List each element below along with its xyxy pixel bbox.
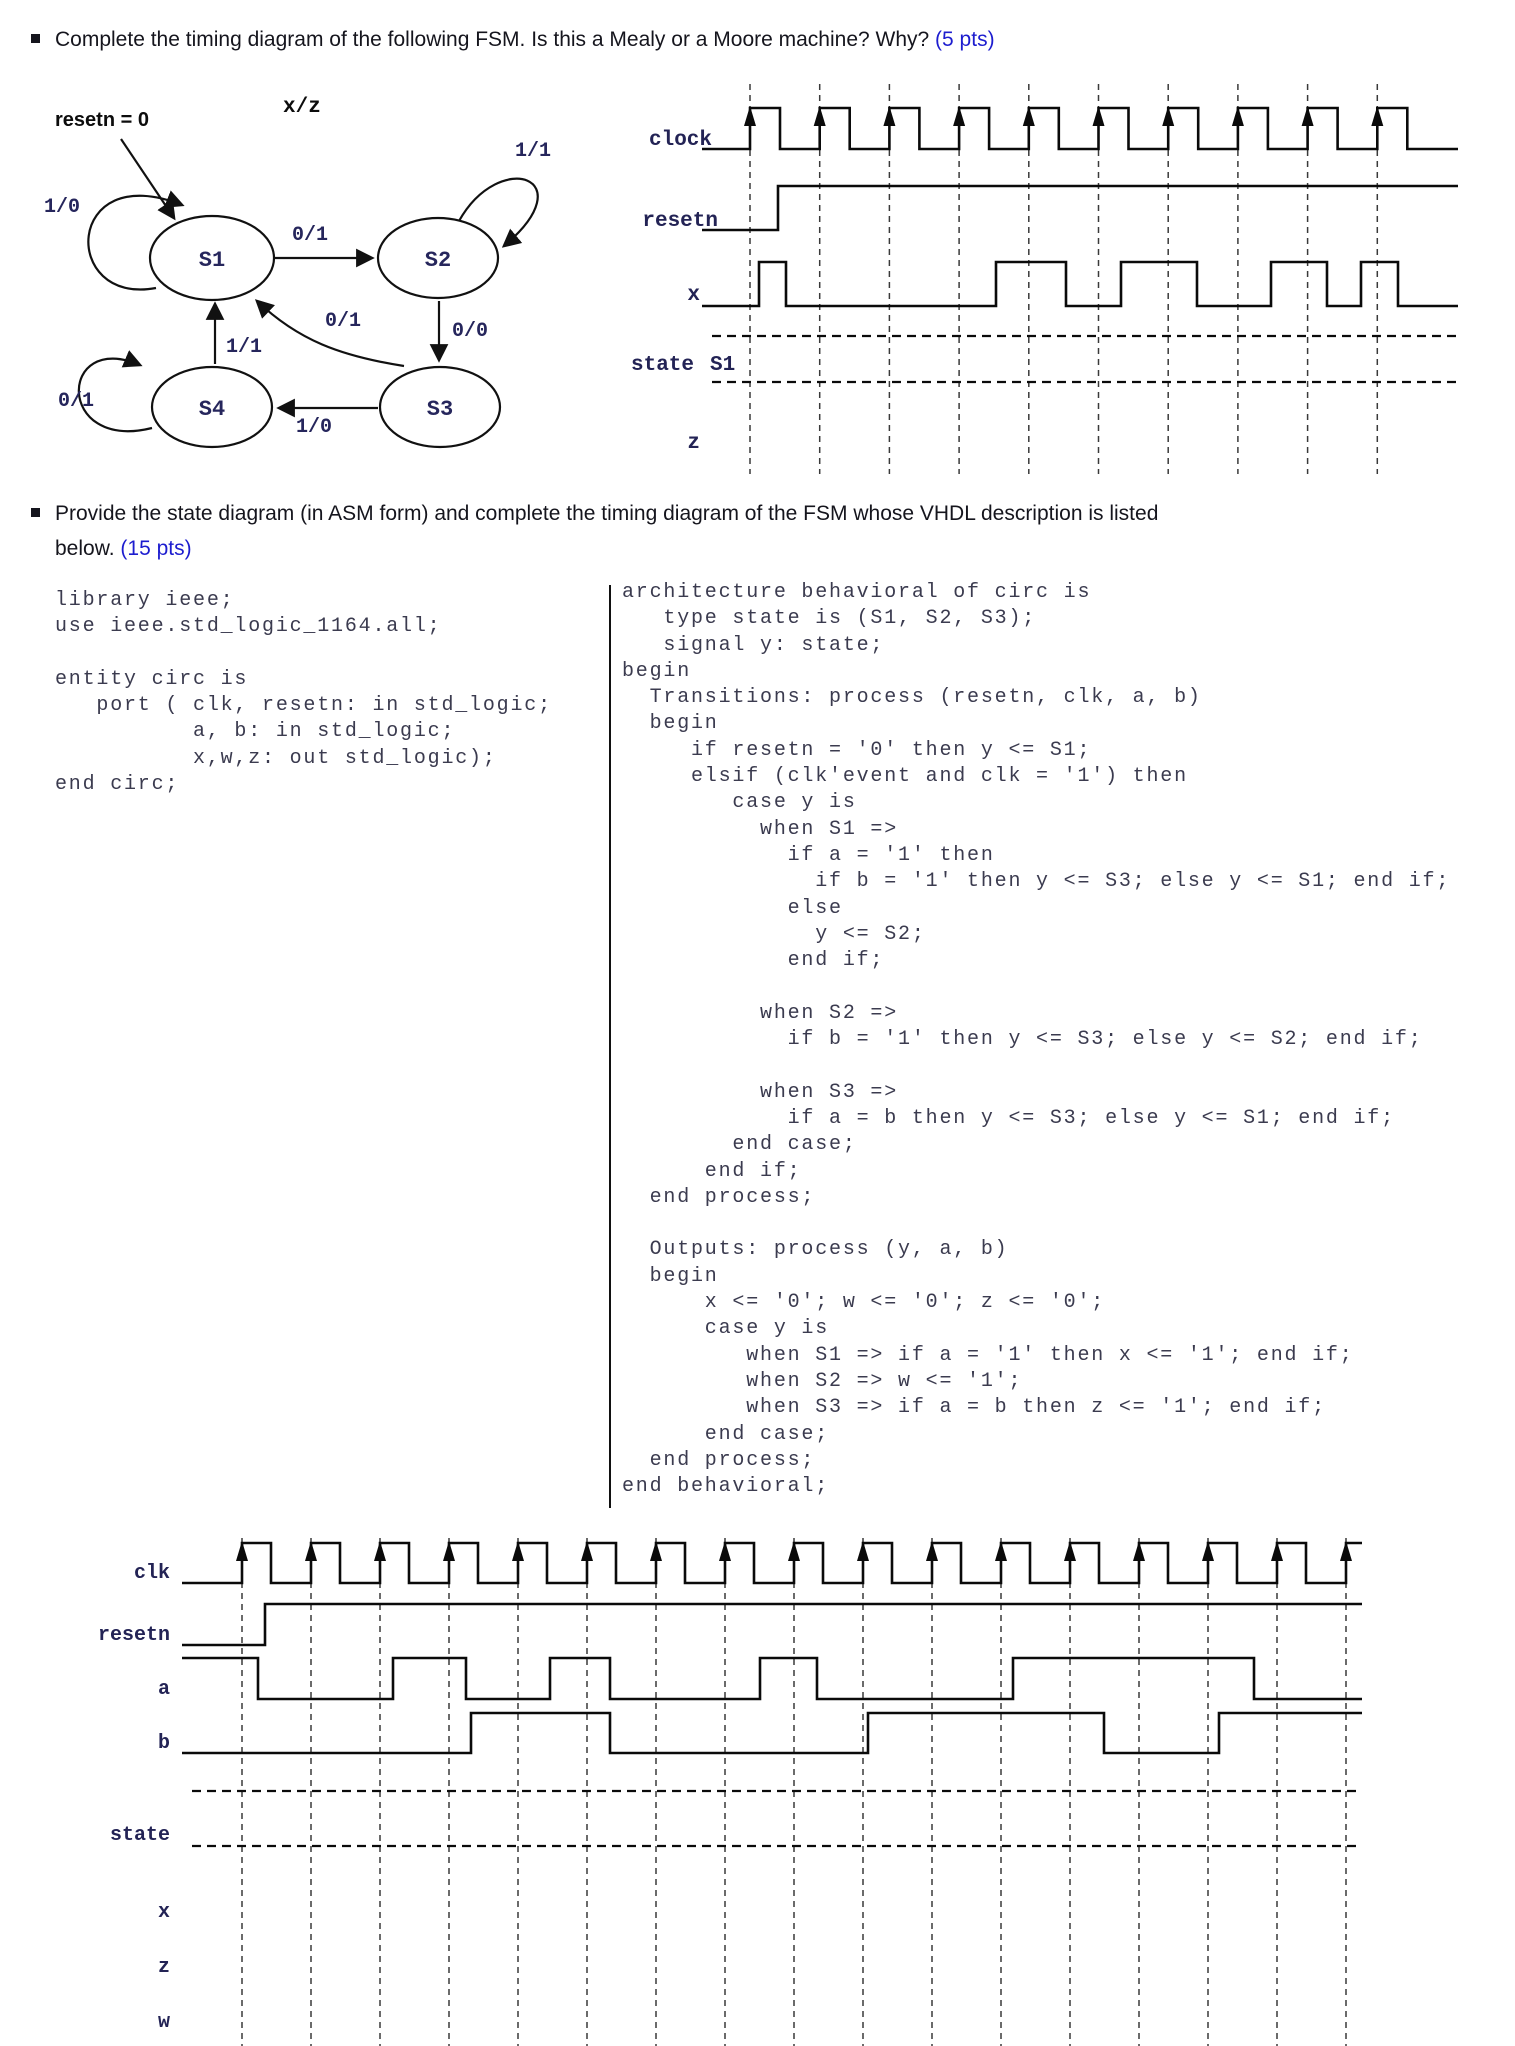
signal-waveform-a [182, 1658, 1362, 1699]
code-line: case y is [622, 791, 857, 815]
fsm-reset-arrow [121, 139, 174, 218]
code-line: library ieee; [55, 589, 235, 612]
code-line: begin [622, 1264, 719, 1288]
code-line: if a = '1' then [622, 843, 995, 867]
code-line: use ieee.std_logic_1164.all; [55, 615, 442, 639]
signal-label-resetn: resetn [97, 1624, 170, 1647]
code-line: end process; [622, 1448, 816, 1472]
fsm-reset-label: resetn = 0 [55, 109, 149, 131]
clock-waveform [702, 108, 1458, 149]
code-line: y <= S2; [622, 922, 926, 946]
code-line: x <= '0'; w <= '0'; z <= '0'; [622, 1291, 1106, 1315]
signal-label-resetn: resetn [642, 210, 718, 233]
code-line: end case; [622, 1422, 830, 1446]
code-line: architecture behavioral of circ is [622, 581, 1092, 604]
code-line: end if; [622, 1159, 802, 1183]
code-line: end case; [622, 1133, 857, 1157]
signal-label-z: z [687, 432, 700, 455]
code-line: if a = b then y <= S3; else y <= S1; end if; [622, 1106, 1395, 1130]
fsm-label-s4-self: 0/1 [58, 390, 95, 413]
fsm-label-s2-to-s3: 0/0 [452, 320, 489, 343]
fsm-label-s1-self: 1/0 [44, 196, 81, 219]
code-line: entity circ is [55, 667, 249, 691]
code-line: end circ; [55, 773, 180, 797]
fsm-label-s3-to-s1: 0/1 [325, 310, 362, 333]
question-2-line1: Provide the state diagram (in ASM form) and complete the timing diagram of the FSM whose VHDL description is listed [55, 502, 1159, 525]
fsm-state-s4-label: S4 [198, 397, 226, 422]
code-line: case y is [622, 1317, 830, 1341]
code-line: end if; [622, 949, 885, 973]
code-line: begin [622, 659, 692, 683]
signal-waveform-x [702, 262, 1458, 306]
signal-label-clk: clk [133, 1562, 170, 1585]
signal-label-clock: clock [648, 129, 712, 152]
fsm-label-s4-to-s1: 1/1 [226, 336, 263, 359]
code-line: else [622, 896, 843, 920]
code-line: signal y: state; [622, 633, 885, 657]
fsm-label-s1-to-s2: 0/1 [292, 224, 329, 247]
signal-waveform-resetn [182, 1604, 1362, 1645]
fsm-label-s3-to-s4: 1/0 [296, 416, 333, 439]
code-line: a, b: in std_logic; [55, 720, 456, 744]
fsm-label-s2-self: 1/1 [515, 140, 552, 163]
code-line: end process; [622, 1185, 816, 1209]
code-line: if b = '1' then y <= S3; else y <= S1; end if; [622, 870, 1451, 894]
clock-waveform [182, 1543, 1362, 1583]
signal-label-x: x [687, 284, 700, 307]
fsm-state-s3-label: S3 [426, 397, 454, 422]
code-line: when S3 => if a = b then z <= '1'; end if; [622, 1396, 1326, 1420]
code-line: x,w,z: out std_logic); [55, 746, 497, 770]
code-line: when S1 => if a = '1' then x <= '1'; end if; [622, 1343, 1354, 1367]
code-line: elsif (clk'event and clk = '1') then [622, 765, 1188, 789]
code-line: end behavioral; [622, 1475, 830, 1499]
code-line: if b = '1' then y <= S3; else y <= S2; end if; [622, 1028, 1423, 1052]
signal-label-z: z [157, 1956, 170, 1979]
timing-diagram-1 [631, 84, 1458, 474]
code-line: port ( clk, resetn: in std_logic; [55, 694, 552, 718]
signal-label-w: w [157, 2011, 170, 2034]
code-line: Outputs: process (y, a, b) [622, 1238, 1009, 1262]
signal-waveform-resetn [702, 186, 1458, 230]
code-line: type state is (S1, S2, S3); [622, 607, 1037, 631]
signal-label-b: b [157, 1732, 170, 1755]
timing-diagram-2 [98, 1538, 1362, 2046]
fsm-state-s2-label: S2 [424, 248, 452, 273]
signal-waveform-b [182, 1713, 1362, 1753]
code-line: Transitions: process (resetn, clk, a, b) [622, 686, 1202, 710]
code-line: when S2 => [622, 1001, 899, 1025]
signal-label-a: a [157, 1678, 170, 1701]
question-2-line2: below. [55, 536, 121, 560]
question-1-points: (5 pts) [935, 28, 995, 51]
question-2-points: (15 pts) [120, 536, 192, 560]
signal-label-state: state [109, 1824, 170, 1847]
signal-label-state: state [630, 354, 694, 377]
code-line: begin [622, 712, 719, 736]
fsm-state-s1-label: S1 [198, 248, 226, 273]
signal-label-x: x [157, 1901, 170, 1924]
state-value: S1 [710, 354, 736, 377]
question-1-text: Complete the timing diagram of the following FSM. Is this a Mealy or a Moore machine? Why? [55, 28, 936, 51]
code-line: when S3 => [622, 1080, 899, 1104]
fsm-state-diagram [44, 96, 551, 447]
code-line: when S1 => [622, 817, 899, 841]
code-line: when S2 => w <= '1'; [622, 1369, 1023, 1393]
code-line: if resetn = '0' then y <= S1; [622, 738, 1092, 762]
fsm-io-label: x/z [283, 96, 321, 119]
